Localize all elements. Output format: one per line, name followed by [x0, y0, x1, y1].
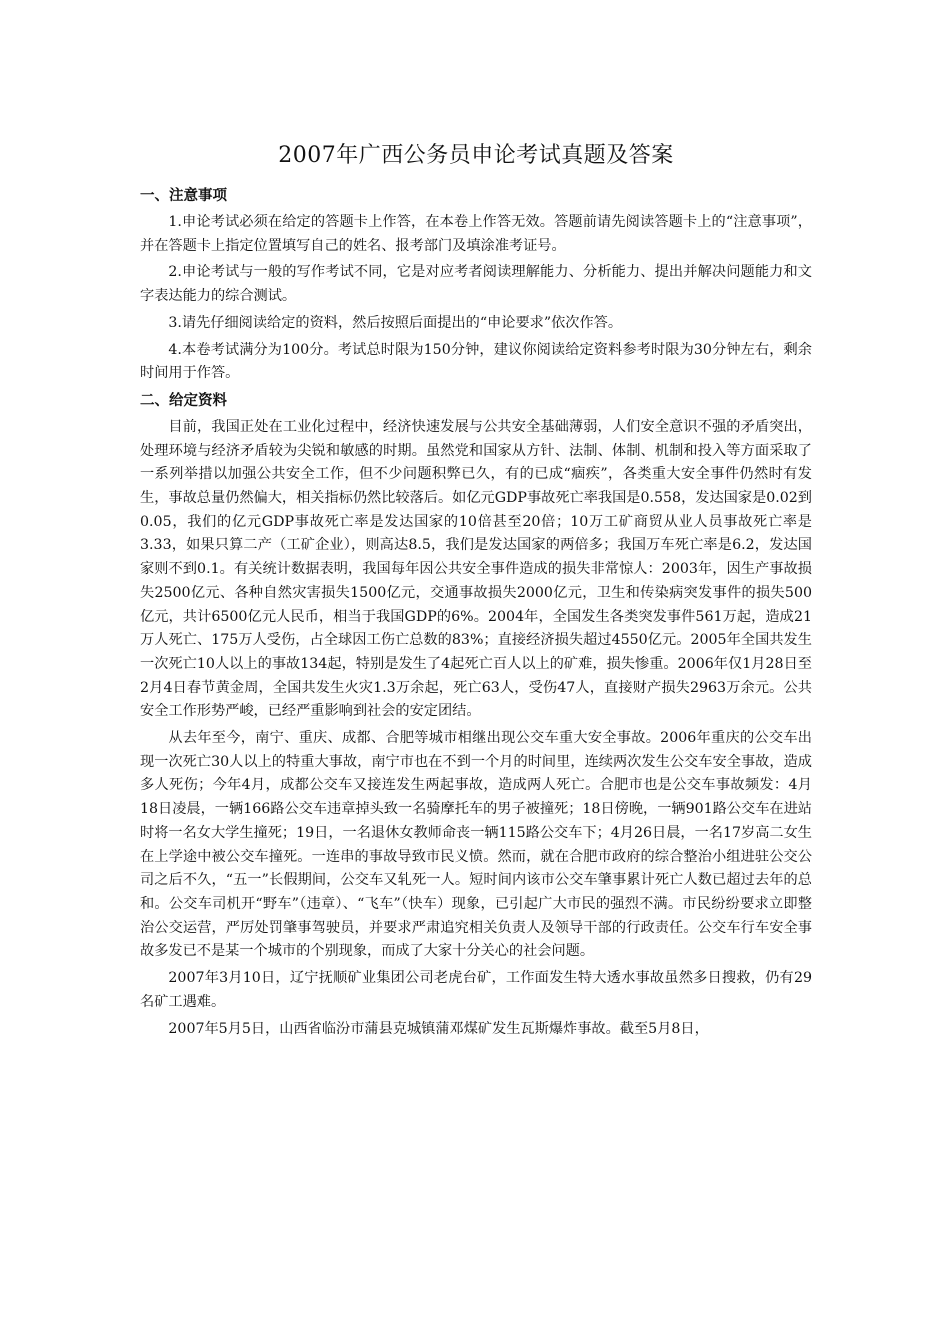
note-item-4: 4.本卷考试满分为100分。考试总时限为150分钟，建议你阅读给定资料参考时限为30分钟左右，剩余时间用于作答。 [140, 341, 812, 382]
material-paragraph-4: 2007年5月5日，山西省临汾市蒲县克城镇蒲邓煤矿发生瓦斯爆炸事故。截至5月8日， [168, 1020, 709, 1037]
material-paragraph-1: 目前，我国正处在工业化过程中，经济快速发展与公共安全基础薄弱，人们安全意识不强的矛盾突出，处理环境与经济矛盾较为尖锐和敏感的时期。虽然党和国家从方针、法制、体制、机制和投入等方面采取了一系列举措以加强公共安全工作，但不少问题积弊已久，有的已成“痼疾”，各类重大安全事件仍然时有发生，事故总量仍然偏大，相关指标仍然比较落后。如亿元GDP事故死亡率我国是0.558，发达国家是0.02到0.05，我们的亿元GDP事故死亡率是发达国家的10倍甚至20倍；10万工矿商贸从业人员事故死亡率是3.33，如果只算二产（工矿企业），则高达8.5，我们是发达国家的两倍多；我国万车死亡率是6.2，发达国家则不到0.1。有关统计数据表明，我国每年因公共安全事件造成的损失非常惊人：2003年，因生产事故损失2500亿元、各种自然灾害损失1500亿元，交通事故损失2000亿元，卫生和传染病突发事件的损失500亿元，共计6500亿元人民币，相当于我国GDP的6%。2004年，全国发生各类突发事件561万起，造成21万人死亡、175万人受伤，占全球因工伤亡总数的83%；直接经济损失超过4550亿元。2005年全国共发生一次死亡10人以上的事故134起，特别是发生了4起死亡百人以上的矿难，损失惨重。2006年仅1月28日至2月4日春节黄金周，全国共发生火灾1.3万余起，死亡63人，受伤47人，直接财产损失2963万余元。公共安全工作形势严峻，已经严重影响到社会的安定团结。 [140, 418, 812, 720]
note-item-2: 2.申论考试与一般的写作考试不同，它是对应考者阅读理解能力、分析能力、提出并解决问题能力和文字表达能力的综合测试。 [140, 264, 812, 305]
section-heading-notes: 一、注意事项 [140, 188, 227, 204]
note-item-3: 3.请先仔细阅读给定的资料，然后按照后面提出的“申论要求”依次作答。 [168, 314, 623, 331]
material-paragraph-2: 从去年至今，南宁、重庆、成都、合肥等城市相继出现公交车重大安全事故。2006年重庆的公交车出现一次死亡30人以上的特重大事故，南宁市也在不到一个月的时间里，连续两次发生公交车安全事故，造成多人死伤；今年4月，成都公交车又接连发生两起事故，造成两人死亡。合肥市也是公交车事故频发：4月18日凌晨，一辆166路公交车违章掉头致一名骑摩托车的男子被撞死；18日傍晚，一辆901路公交车在进站时将一名女大学生撞死；19日，一名退休女教师命丧一辆115路公交车下；4月26日晨，一名17岁高二女生在上学途中被公交车撞死。一连串的事故导致市民义愤。然而，就在合肥市政府的综合整治小组进驻公交公司之后不久，“五一”长假期间，公交车又轧死一人。短时间内该市公交车肇事累计死亡人数已超过去年的总和。公交车司机开“野车”（违章）、“飞车”（快车）现象，已引起广大市民的强烈不满。市民纷纷要求立即整治公交运营，严厉处罚肇事驾驶员，并要求严肃追究相关负责人及领导干部的行政责任。公交车行车安全事故多发已不是某一个城市的个别现象，而成了大家十分关心的社会问题。 [140, 730, 812, 960]
material-paragraph-3: 2007年3月10日，辽宁抚顺矿业集团公司老虎台矿，工作面发生特大透水事故虽然多日搜救，仍有29名矿工遇难。 [140, 970, 812, 1010]
document-title: 2007年广西公务员申论考试真题及答案 [278, 143, 674, 168]
document-body [140, 140, 812, 1044]
section-heading-materials: 二、给定资料 [140, 392, 227, 409]
note-item-1: 1.申论考试必须在给定的答题卡上作答，在本卷上作答无效。答题前请先阅读答题卡上的“注意事项”，并在答题卡上指定位置填写自己的姓名、报考部门及填涂准考证号。 [140, 214, 812, 254]
